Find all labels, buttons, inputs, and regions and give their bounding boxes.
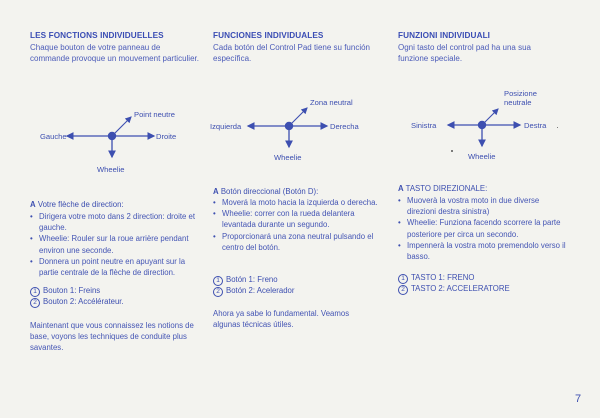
french-heading: LES FONCTIONS INDIVIDUELLES — [30, 31, 164, 40]
button-desc: Botón 2: Acelerador — [226, 286, 295, 295]
circled-number: 1 — [213, 276, 223, 286]
section-title-text: TASTO DIREZIONALE: — [405, 184, 488, 193]
label-right: Destra — [524, 121, 547, 130]
italian-intro: Ogni tasto del control pad ha una sua funzione speciale. — [398, 43, 531, 63]
label-down: Wheelie — [97, 165, 125, 174]
label-left: Izquierda — [210, 122, 242, 131]
bullet-item: • Proporcionará una zona neutral pulsando el centro del botón. — [213, 231, 381, 253]
italian-section-title — [398, 184, 487, 193]
french-button-2 — [30, 296, 124, 308]
bullet-item: • Muoverà la vostra moto in due diverse direzioni destra sinistra) — [398, 195, 570, 217]
bullet-item: • Moverá la moto hacia la izquierda o derecha. — [213, 197, 381, 208]
button-desc: Bouton 2: Accélérateur. — [43, 297, 124, 306]
french-dpad-diagram — [30, 105, 205, 180]
button-desc: Bouton 1: Freins — [43, 286, 101, 295]
spanish-heading: FUNCIONES INDIVIDUALES — [213, 31, 324, 40]
french-closing: Maintenant que vous connaissez les notions de base, voyons les techniques de conduite plus savantes. — [30, 321, 194, 353]
label-left: Sinistra — [411, 121, 437, 130]
french-bullet-list — [30, 211, 202, 278]
dpad-center-dot — [108, 132, 116, 140]
label-right: Droite — [156, 132, 177, 141]
bullet-item: • Impennerà la vostra moto premendolo verso il basso. — [398, 240, 570, 262]
italian-button-2 — [398, 283, 510, 295]
circled-number: 2 — [213, 287, 223, 297]
bullet-item: • Wheelie: Funziona facendo scorrere la parte posteriore per circa un secondo. — [398, 217, 570, 239]
spanish-dpad-diagram — [210, 93, 385, 168]
italian-heading: FUNZIONI INDIVIDUALI — [398, 31, 491, 40]
italian-dpad-diagram — [398, 88, 570, 168]
label-down: Wheelie — [468, 152, 496, 161]
spanish-button-2 — [213, 285, 295, 297]
label-up-line2: neutrale — [504, 98, 532, 107]
circled-number: 1 — [398, 274, 408, 284]
label-up-line1: Posizione — [504, 89, 537, 98]
french-intro: Chaque bouton de votre panneau de commande provoque un mouvement particulier. — [30, 43, 199, 63]
spanish-closing: Ahora ya sabe lo fundamental. Veamos algunas técnicas útiles. — [213, 309, 350, 330]
section-letter: A — [213, 187, 219, 196]
bullet-item: • Wheelie: Rouler sur la roue arrière pendant environ une seconde. — [30, 233, 202, 255]
dpad-center-dot — [478, 121, 486, 129]
print-speck — [451, 150, 453, 152]
label-up: Zona neutral — [310, 98, 353, 107]
spanish-intro: Cada botón del Control Pad tiene su función específica. — [213, 43, 370, 63]
circled-number: 2 — [398, 285, 408, 295]
circled-number: 1 — [30, 287, 40, 297]
button-desc: Botón 1: Freno — [226, 275, 278, 284]
section-letter: A — [398, 184, 404, 193]
circled-number: 2 — [30, 298, 40, 308]
label-up: Point neutre — [134, 110, 175, 119]
page-number: 7 — [575, 393, 582, 405]
bullet-item: • Wheelie: correr con la rueda delantera levantada durante un segundo. — [213, 208, 381, 230]
button-desc: TASTO 1: FRENO — [411, 273, 475, 282]
italian-bullet-list — [398, 195, 570, 262]
label-right: Derecha — [330, 122, 359, 131]
print-speck — [557, 127, 558, 128]
section-title-text: Votre flèche de direction: — [37, 200, 124, 209]
french-section-title — [30, 200, 124, 209]
spanish-bullet-list — [213, 197, 381, 253]
label-down: Wheelie — [274, 153, 302, 162]
bullet-item: • Dirigera votre moto dans 2 direction: droite et gauche. — [30, 211, 202, 233]
section-letter: A — [30, 200, 36, 209]
button-desc: TASTO 2: ACCELERATORE — [411, 284, 510, 293]
dpad-center-dot — [285, 122, 293, 130]
spanish-section-title — [213, 187, 318, 196]
label-left: Gauche — [40, 132, 67, 141]
section-title-text: Botón direccional (Botón D): — [220, 187, 319, 196]
bullet-item: • Donnera un point neutre en apuyant sur la partie centrale de la flèche de direction. — [30, 256, 202, 278]
